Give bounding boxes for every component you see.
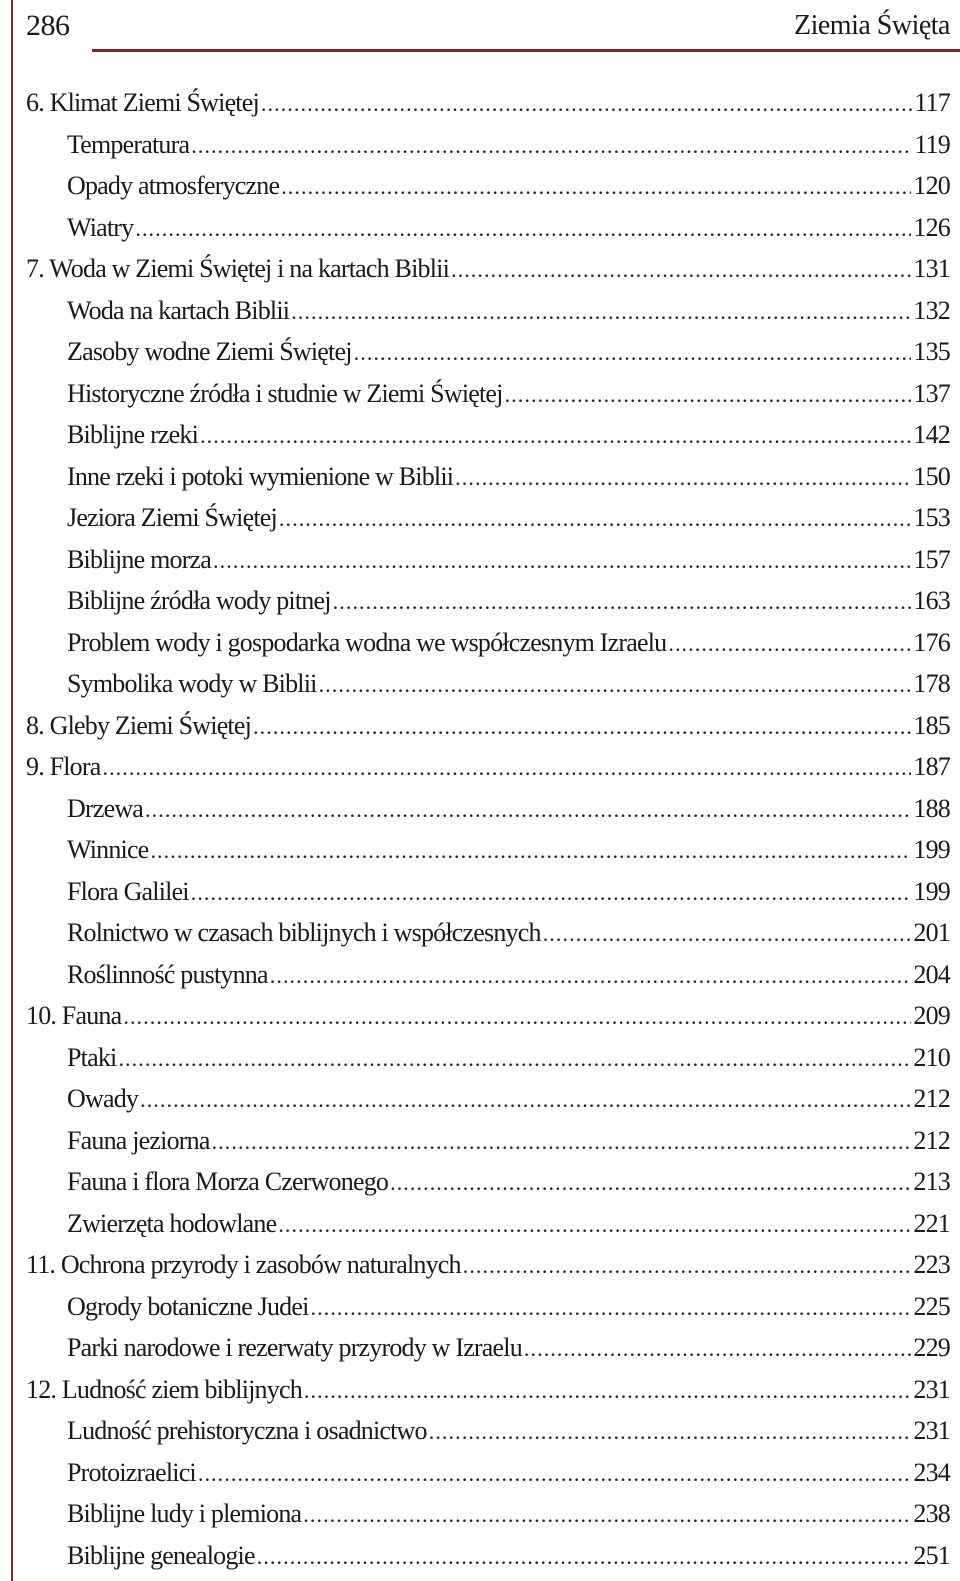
toc-entry-page: 231 <box>913 1374 950 1404</box>
toc-entry-page: 221 <box>913 1208 950 1238</box>
toc-dot-leader <box>281 166 911 208</box>
toc-subentry[interactable] <box>26 1120 950 1162</box>
toc-entry-title: Biblijne ludy i plemiona <box>67 1499 302 1528</box>
toc-entry-page: 199 <box>913 835 950 864</box>
toc-subentry[interactable] <box>26 373 950 415</box>
toc-entry-title: Protoizraelici <box>67 1457 196 1487</box>
toc-dot-leader <box>543 913 912 955</box>
toc-dot-leader <box>191 125 912 167</box>
toc-entry-title: Ludność prehistoryczna i osadnictwo <box>67 1416 427 1445</box>
toc-entry-title: Drzewa <box>67 793 144 823</box>
toc-subentry[interactable] <box>26 954 950 996</box>
toc-entry-title: Historyczne źródła i studnie w Ziemi Świętej <box>67 378 503 408</box>
toc-entry-page: 126 <box>913 212 950 242</box>
toc-subentry[interactable] <box>26 1410 950 1452</box>
toc-entry-page: 187 <box>913 752 950 781</box>
toc-chapter-entry[interactable] <box>26 1244 950 1286</box>
toc-chapter-entry[interactable] <box>26 248 950 290</box>
toc-entry-title: Opady atmosferyczne <box>67 171 280 200</box>
toc-subentry[interactable] <box>26 497 950 539</box>
toc-dot-leader <box>668 623 911 665</box>
toc-entry-title: Biblijne genealogie <box>67 1540 255 1570</box>
toc-dot-leader <box>135 208 911 250</box>
toc-subentry[interactable] <box>26 456 950 498</box>
toc-dot-leader <box>333 581 912 623</box>
header-rule <box>92 49 960 52</box>
toc-entry-title: Ptaki <box>67 1042 117 1072</box>
toc-dot-leader <box>304 1370 911 1412</box>
toc-entry-title: Rolnictwo w czasach biblijnych i współczesnych <box>67 918 541 947</box>
toc-entry-page: 150 <box>913 461 950 491</box>
toc-entry-title: Woda na kartach Biblii <box>67 295 290 325</box>
toc-entry-title: Jeziora Ziemi Świętej <box>67 503 277 532</box>
toc-entry-page: 135 <box>913 337 950 366</box>
toc-entry-page: 231 <box>913 1416 950 1445</box>
toc-entry-title: Fauna i flora Morza Czerwonego <box>67 1167 389 1196</box>
toc-entry-title: Flora Galilei <box>67 876 189 906</box>
toc-subentry[interactable] <box>26 1037 950 1079</box>
toc-dot-leader <box>311 1287 912 1329</box>
toc-dot-leader <box>429 1411 912 1453</box>
toc-subentry[interactable] <box>26 331 950 373</box>
toc-dot-leader <box>270 955 912 997</box>
toc-dot-leader <box>505 374 912 416</box>
table-of-contents <box>26 82 950 1576</box>
toc-chapter-entry[interactable] <box>26 82 950 124</box>
toc-entry-title: Wiatry <box>67 212 134 242</box>
toc-dot-leader <box>319 664 912 706</box>
toc-entry-page: 163 <box>913 586 950 615</box>
toc-entry-page: 188 <box>913 793 950 823</box>
toc-subentry[interactable] <box>26 580 950 622</box>
toc-subentry[interactable] <box>26 539 950 581</box>
toc-entry-page: 131 <box>913 254 950 283</box>
toc-subentry[interactable] <box>26 290 950 332</box>
toc-entry-title: Biblijne rzeki <box>67 420 199 449</box>
toc-entry-page: 251 <box>913 1540 950 1570</box>
toc-entry-page: 137 <box>913 378 950 408</box>
toc-dot-leader <box>150 830 911 872</box>
toc-entry-page: 185 <box>913 710 950 740</box>
toc-dot-leader <box>118 1038 911 1080</box>
toc-entry-page: 201 <box>913 918 950 947</box>
toc-entry-page: 117 <box>914 88 950 117</box>
toc-entry-page: 210 <box>913 1042 950 1072</box>
toc-dot-leader <box>102 747 911 789</box>
toc-entry-title: Biblijne źródła wody pitnej <box>67 586 331 615</box>
toc-entry-title: Problem wody i gospodarka wodna we współczesnym Izraelu <box>67 627 667 657</box>
toc-entry-page: 199 <box>913 876 950 906</box>
toc-entry-title: Symbolika wody w Biblii <box>67 669 317 698</box>
toc-subentry[interactable] <box>26 124 950 166</box>
toc-entry-title: 9. Flora <box>26 752 101 781</box>
toc-entry-page: 213 <box>913 1167 950 1196</box>
toc-subentry[interactable] <box>26 1452 950 1494</box>
toc-subentry[interactable] <box>26 165 950 207</box>
toc-subentry[interactable] <box>26 871 950 913</box>
toc-entry-page: 212 <box>913 1084 950 1113</box>
toc-chapter-entry[interactable] <box>26 746 950 788</box>
toc-dot-leader <box>303 1494 911 1536</box>
toc-dot-leader <box>257 1536 912 1578</box>
toc-chapter-entry[interactable] <box>26 1369 950 1411</box>
toc-subentry[interactable] <box>26 912 950 954</box>
toc-dot-leader <box>455 457 911 499</box>
toc-dot-leader <box>140 1079 911 1121</box>
toc-entry-page: 120 <box>913 171 950 200</box>
toc-dot-leader <box>191 872 912 914</box>
toc-entry-title: Roślinność pustynna <box>67 959 268 989</box>
toc-dot-leader <box>279 498 911 540</box>
toc-entry-page: 212 <box>913 1125 950 1155</box>
toc-entry-page: 209 <box>913 1001 950 1030</box>
toc-subentry[interactable] <box>26 663 950 705</box>
toc-dot-leader <box>145 789 911 831</box>
toc-entry-title: 6. Klimat Ziemi Świętej <box>26 88 259 117</box>
toc-dot-leader <box>123 996 911 1038</box>
toc-entry-page: 225 <box>913 1291 950 1321</box>
toc-entry-page: 157 <box>913 544 950 574</box>
toc-entry-title: Fauna jeziorna <box>67 1125 210 1155</box>
toc-entry-title: 10. Fauna <box>26 1001 122 1030</box>
toc-subentry[interactable] <box>26 1161 950 1203</box>
toc-dot-leader <box>354 332 912 374</box>
toc-entry-page: 132 <box>913 295 950 325</box>
toc-entry-title: Zasoby wodne Ziemi Świętej <box>67 337 352 366</box>
toc-entry-page: 238 <box>913 1499 950 1528</box>
toc-subentry[interactable] <box>26 622 950 664</box>
toc-dot-leader <box>200 415 911 457</box>
toc-dot-leader <box>451 249 911 291</box>
toc-entry-page: 119 <box>914 129 950 159</box>
toc-entry-title: 11. Ochrona przyrody i zasobów naturalnych <box>26 1250 461 1279</box>
toc-entry-title: 12. Ludność ziem biblijnych <box>26 1374 302 1404</box>
toc-entry-title: Ogrody botaniczne Judei <box>67 1291 309 1321</box>
toc-chapter-entry[interactable] <box>26 705 950 747</box>
toc-dot-leader <box>198 1453 912 1495</box>
toc-chapter-entry[interactable] <box>26 995 950 1037</box>
toc-subentry[interactable] <box>26 1493 950 1535</box>
toc-dot-leader <box>212 1121 912 1163</box>
toc-entry-page: 234 <box>913 1457 950 1487</box>
toc-dot-leader <box>463 1245 912 1287</box>
toc-dot-leader <box>278 1204 911 1246</box>
toc-entry-page: 153 <box>913 503 950 532</box>
toc-subentry[interactable] <box>26 829 950 871</box>
toc-subentry[interactable] <box>26 207 950 249</box>
toc-dot-leader <box>524 1328 912 1370</box>
left-margin-rule <box>11 0 13 1581</box>
toc-entry-title: Zwierzęta hodowlane <box>67 1208 277 1238</box>
toc-entry-page: 142 <box>913 420 950 449</box>
running-title: Ziemia Święta <box>793 10 950 41</box>
toc-dot-leader <box>390 1162 911 1204</box>
toc-entry-page: 176 <box>913 627 950 657</box>
toc-dot-leader <box>261 83 912 125</box>
toc-dot-leader <box>291 291 911 333</box>
toc-entry-title: Winnice <box>67 835 149 864</box>
page-number: 286 <box>26 9 70 42</box>
toc-subentry[interactable] <box>26 1327 950 1369</box>
toc-entry-title: 7. Woda w Ziemi Świętej i na kartach Biblii <box>26 254 449 283</box>
toc-dot-leader <box>213 540 911 582</box>
toc-entry-page: 204 <box>913 959 950 989</box>
toc-subentry[interactable] <box>26 1203 950 1245</box>
toc-entry-page: 178 <box>913 669 950 698</box>
toc-subentry[interactable] <box>26 788 950 830</box>
toc-subentry[interactable] <box>26 1286 950 1328</box>
toc-subentry[interactable] <box>26 1535 950 1577</box>
toc-entry-title: 8. Gleby Ziemi Świętej <box>26 710 252 740</box>
toc-entry-page: 229 <box>913 1333 950 1362</box>
toc-entry-page: 223 <box>913 1250 950 1279</box>
toc-entry-title: Temperatura <box>67 129 190 159</box>
toc-subentry[interactable] <box>26 1078 950 1120</box>
toc-entry-title: Inne rzeki i potoki wymienione w Biblii <box>67 461 454 491</box>
toc-entry-title: Parki narodowe i rezerwaty przyrody w Izraelu <box>67 1333 522 1362</box>
toc-entry-title: Biblijne morza <box>67 544 212 574</box>
toc-dot-leader <box>253 706 911 748</box>
toc-entry-title: Owady <box>67 1084 139 1113</box>
toc-subentry[interactable] <box>26 414 950 456</box>
